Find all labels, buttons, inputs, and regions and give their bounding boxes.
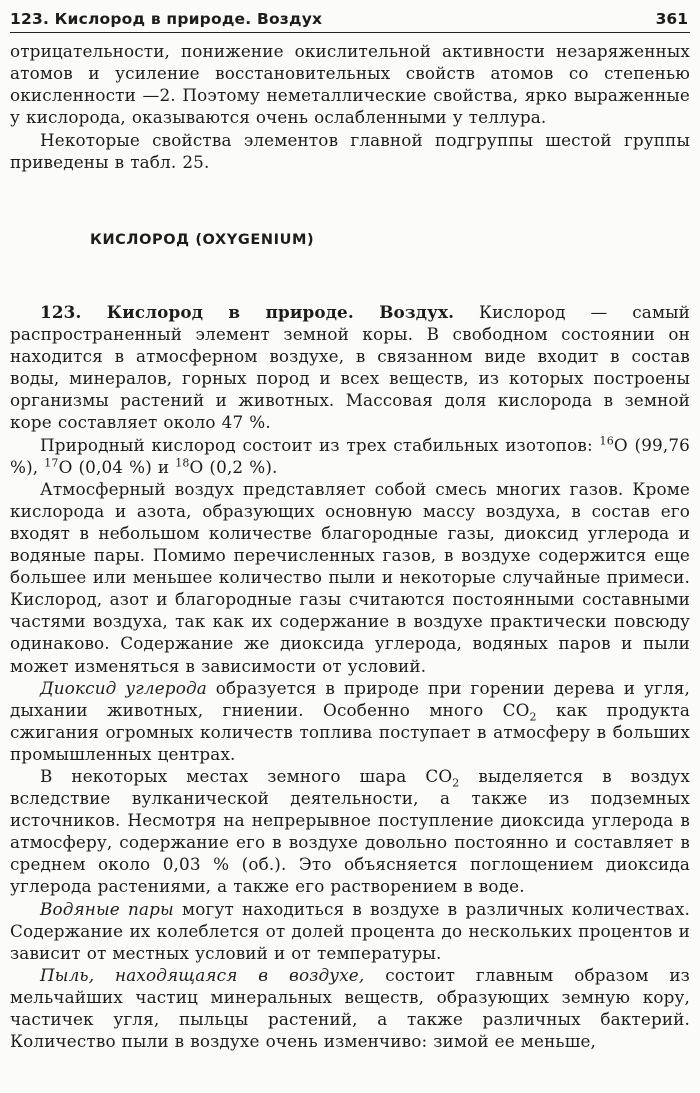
intro-paragraph-1: отрицательности, понижение окислительной активности незаряженных атомов и усиление восстановительных свойств атомов со степенью окисленности —2. Поэтому неметаллические свойства, ярко выраженные у кислорода, оказываются очень ослабленными у теллура.	[10, 41, 690, 128]
running-head	[10, 4, 690, 33]
intro-block	[10, 40, 690, 174]
paragraph-volcanic: В некоторых местах земного шара $CO_2$ выделяется в воздух вследствие вулканической деятельности, а также из подземных источников. Несмотря на непрерывное поступление диоксида углерода в атмосферу, содержание его в воздухе довольно постоянно и составляет в среднем около 0,03 % (об.). Это объясняется поглощением диоксида углерода растениями, а также его растворением в воде.	[10, 765, 690, 897]
body-block	[10, 301, 690, 1052]
paragraph-dust: Пыль, находящаяся в воздухе, состоит главным образом из мельчайших частиц минеральных веществ, образующих земную кору, частичек угля, пыльцы растений, а также различных бактерий. Количество пыли в воздухе очень изменчиво: зимой ее меньше,	[10, 964, 690, 1052]
book-page	[10, 4, 690, 1093]
running-head-title: 123. Кислород в природе. Воздух	[10, 10, 323, 28]
paragraph-isotopes: Природный кислород состоит из трех стабильных изотопов: $^{16}$O (99,76 %), $^{17}$O (0,04 %) и $^{18}$O (0,2 %).	[10, 433, 690, 477]
paragraph-heading: 123. Кислород в природе. Воздух.	[40, 302, 455, 322]
intro-paragraph-2: Некоторые свойства элементов главной подгруппы шестой группы приведены в табл. 25.	[10, 130, 690, 173]
paragraph-oxygen-nature: 123. Кислород в природе. Воздух. Кислород — самый распространенный элемент земной коры. В свободном состоянии он находится в атмосферном воздухе, в связанном виде входит в состав воды, минералов, горных пород и всех веществ, из которых построены организмы растений и животных. Массовая доля кислорода в земной коре составляет около 47 %.	[10, 302, 691, 433]
paragraph-air-composition: Атмосферный воздух представляет собой смесь многих газов. Кроме кислорода и азота, образующих основную массу воздуха, в состав его входят в небольшом количестве благородные газы, диоксид углерода и водяные пары. Помимо перечисленных газов, в воздухе содержится еще большее или меньшее количество пыли и некоторые случайные примеси. Кислород, азот и благородные газы считаются постоянными составными частями воздуха, так как их содержание в воздухе практически повсюду одинаково. Содержание же диоксида углерода, водяных паров и пыли может изменяться в зависимости от условий.	[10, 478, 690, 676]
paragraph-water-vapor: Водяные пары могут находиться в воздухе в различных количествах. Содержание их колеблется от долей процента до нескольких процентов и зависит от местных условий и от температуры.	[10, 898, 690, 963]
page-number: 361	[655, 10, 688, 28]
section-title: КИСЛОРОД (OXYGENIUM)	[90, 232, 315, 248]
paragraph-carbon-dioxide: Диоксид углерода образуется в природе при горении дерева и угля, дыхании животных, гниении. Особенно много $CO_2$ как продукта сжигания огромных количеств топлива поступает в атмосферу в больших промышленных центрах.	[10, 677, 690, 764]
